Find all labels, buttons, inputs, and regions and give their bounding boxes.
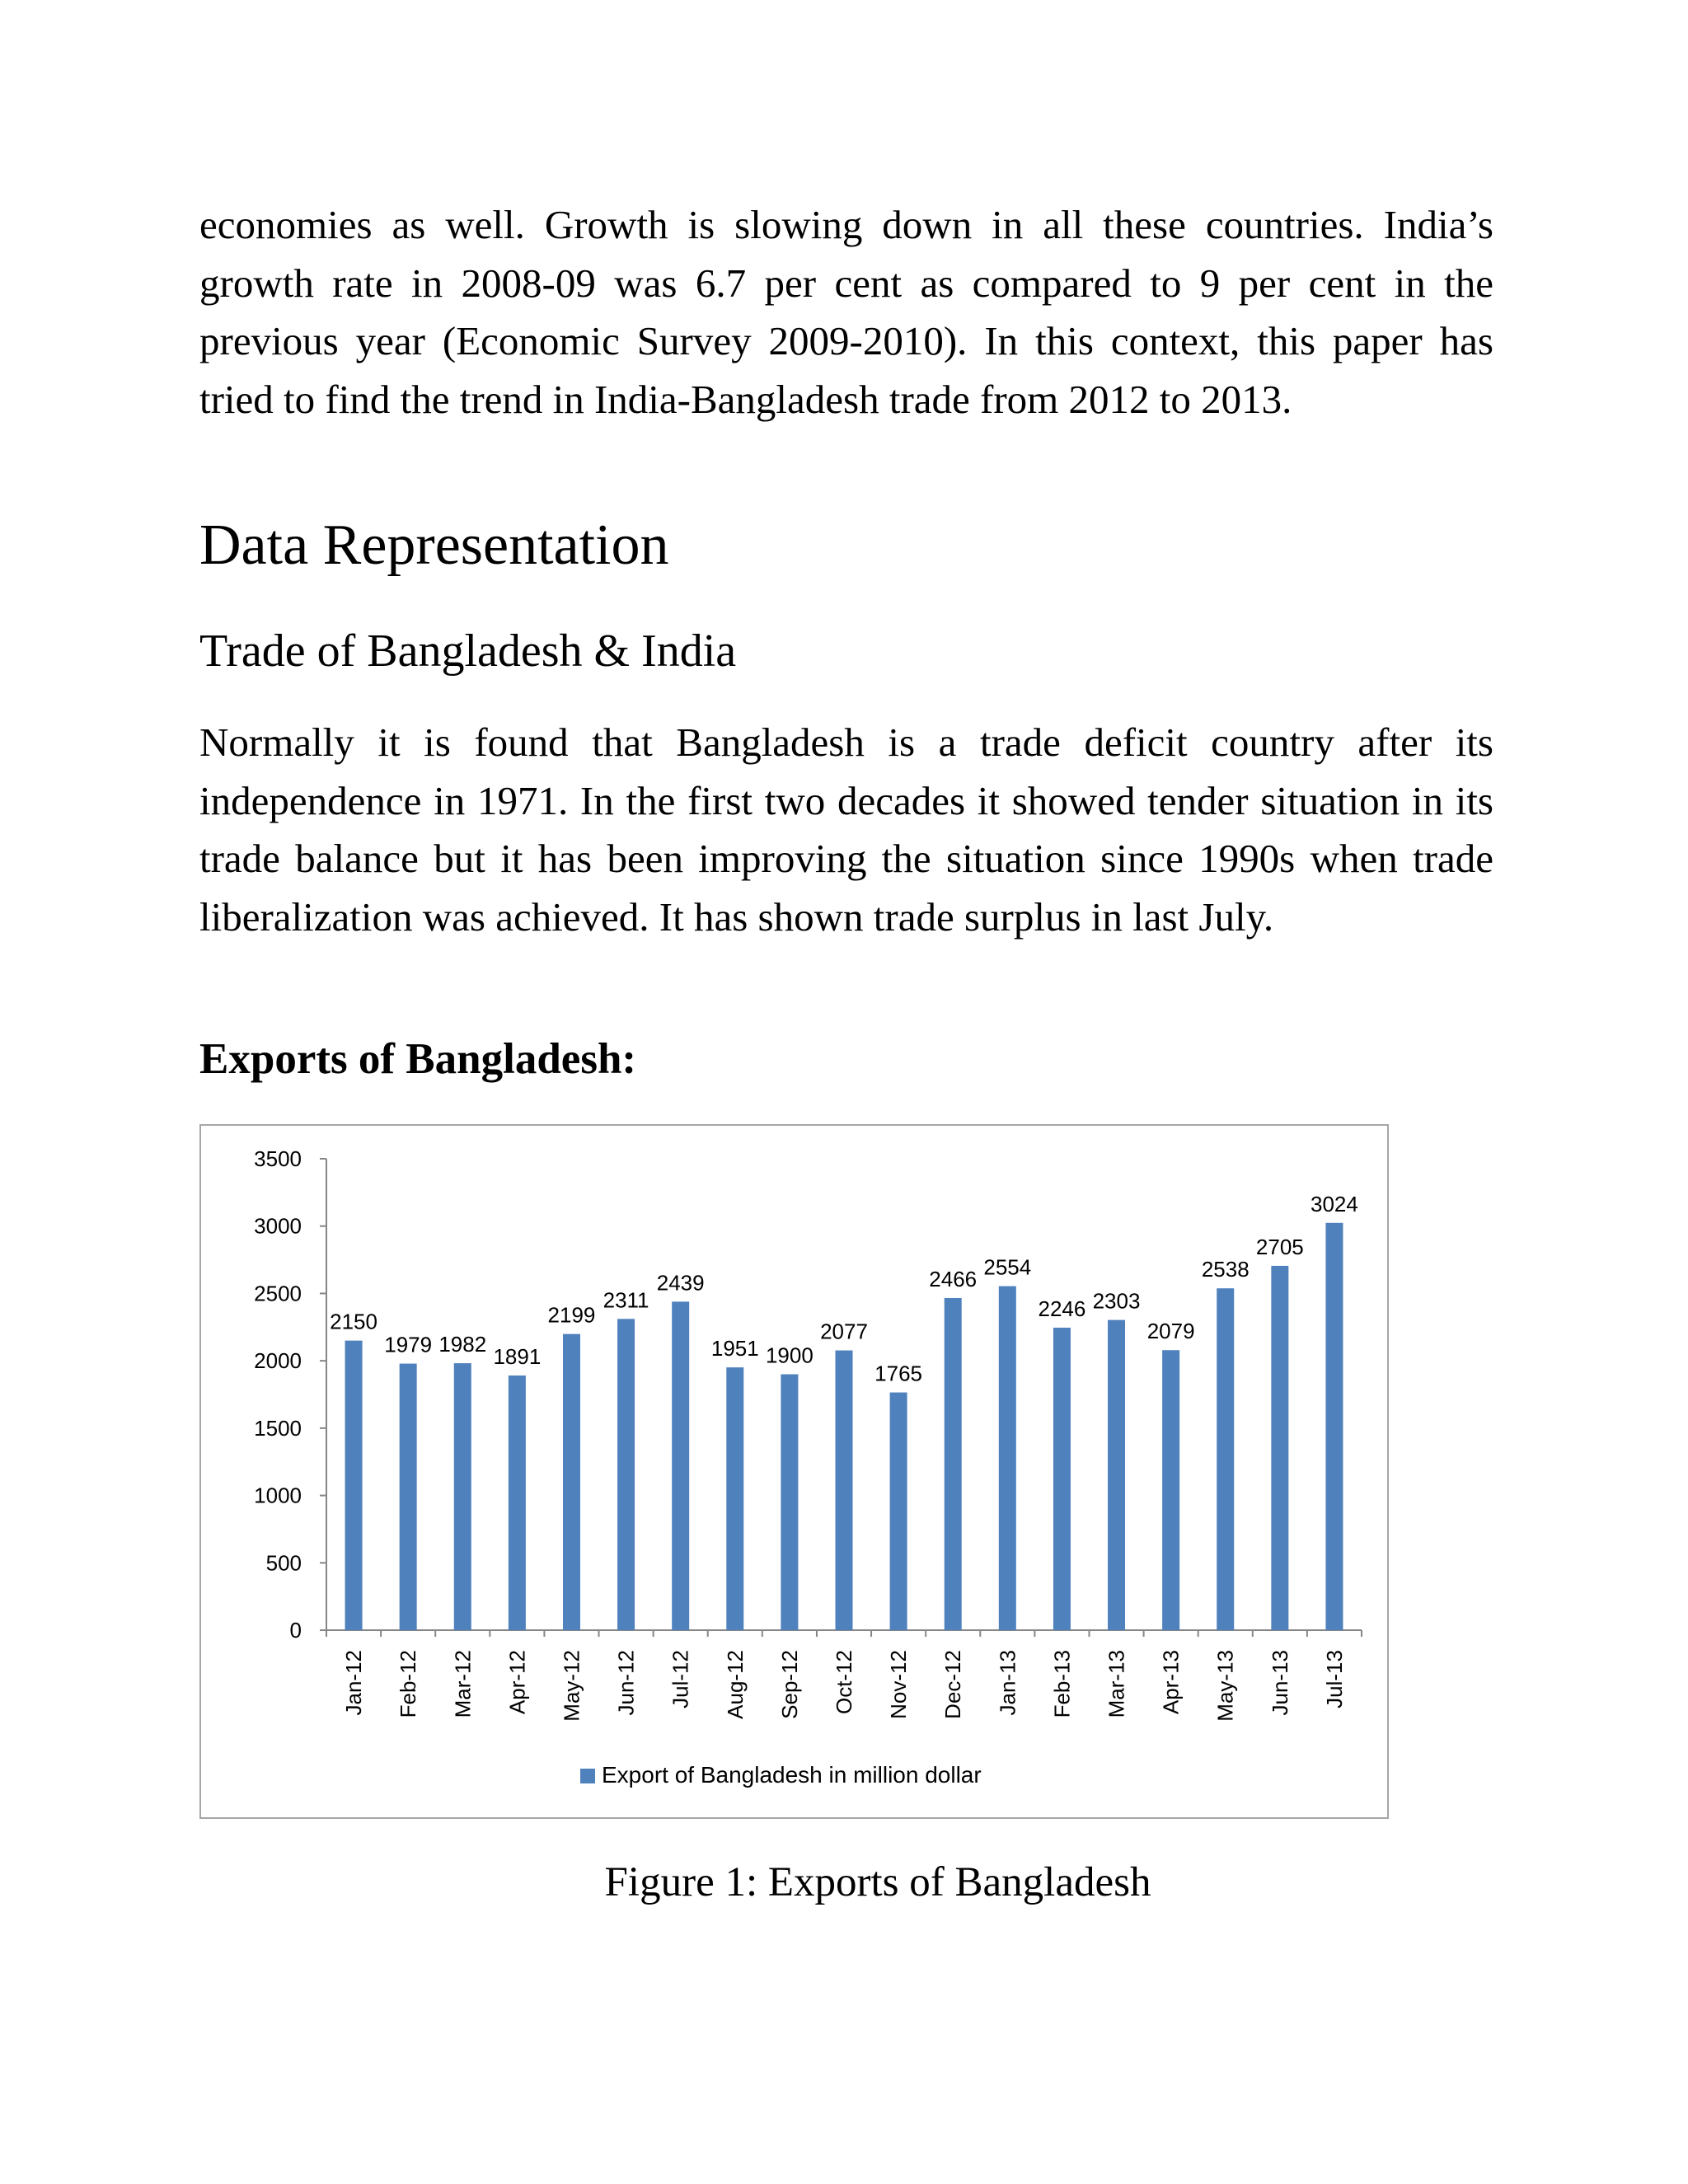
chart-svg [201, 1126, 1390, 1821]
x-tick-label: Jun-12 [613, 1650, 639, 1716]
x-tick-label: Apr-12 [504, 1650, 530, 1715]
data-label: 2439 [656, 1270, 705, 1296]
data-label: 2538 [1201, 1257, 1250, 1282]
x-tick-label: Dec-12 [940, 1650, 966, 1719]
x-tick-label: May-13 [1212, 1650, 1238, 1722]
data-label: 1982 [438, 1332, 487, 1357]
y-tick-label: 0 [289, 1618, 302, 1643]
data-label: 2199 [547, 1302, 596, 1328]
x-tick-label: Sep-12 [776, 1650, 802, 1719]
x-tick-label: Aug-12 [722, 1650, 748, 1719]
y-tick-label: 3000 [254, 1213, 302, 1239]
data-label: 2554 [983, 1254, 1032, 1280]
x-tick-label: Mar-13 [1104, 1650, 1129, 1718]
x-tick-label: Nov-12 [886, 1650, 912, 1719]
bar [726, 1367, 743, 1630]
x-tick-label: Oct-12 [832, 1650, 856, 1715]
data-label: 1979 [384, 1332, 433, 1357]
bar [1271, 1266, 1288, 1630]
data-label: 2466 [929, 1266, 978, 1291]
x-tick-label: Jul-12 [668, 1650, 693, 1708]
bar [400, 1364, 417, 1630]
x-tick-label: Jan-13 [995, 1650, 1020, 1716]
y-tick-label: 500 [265, 1550, 302, 1576]
data-label: 2079 [1146, 1319, 1195, 1344]
exports-chart [199, 1124, 1389, 1819]
data-label: 1765 [874, 1361, 923, 1386]
data-label: 2150 [330, 1309, 377, 1334]
x-tick-label: Jul-13 [1321, 1650, 1347, 1708]
y-tick-label: 3500 [254, 1146, 302, 1171]
bar [890, 1393, 907, 1630]
bar [563, 1334, 580, 1630]
x-tick-label: Apr-13 [1158, 1650, 1184, 1715]
data-label: 3024 [1311, 1191, 1358, 1216]
x-tick-label: May-12 [559, 1650, 584, 1722]
bar [454, 1363, 471, 1630]
bar [672, 1301, 689, 1630]
y-tick-label: 2000 [254, 1348, 302, 1374]
legend-label: Export of Bangladesh in million dollar [602, 1762, 982, 1788]
bar [1325, 1223, 1343, 1630]
figure-caption: Figure 1: Exports of Bangladesh [604, 1859, 1151, 1905]
data-label: 2705 [1255, 1234, 1304, 1259]
data-label: 2303 [1092, 1288, 1141, 1314]
bar [1162, 1350, 1179, 1630]
bar [836, 1351, 853, 1630]
x-tick-label: Mar-12 [450, 1650, 476, 1718]
bar [1217, 1288, 1234, 1630]
bar [999, 1286, 1016, 1630]
y-tick-label: 1000 [254, 1483, 302, 1508]
bar [509, 1376, 526, 1630]
y-tick-label: 2500 [254, 1281, 302, 1306]
bar [945, 1298, 962, 1630]
bar [1053, 1328, 1071, 1630]
body-paragraph-1: economies as well. Growth is slowing down in all these countries. India’s growth rate in 2008-09 was 6.7 per cent as compared to 9 per cent in the previous year (Economic Survey 2009-2010). In this context, this paper has tried to find the trend in India-Bangladesh trade from 2012 to 2013. [199, 202, 1493, 422]
x-tick-label: Jan-12 [341, 1650, 367, 1716]
x-tick-label: Feb-12 [396, 1650, 421, 1718]
y-tick-label: 1500 [254, 1415, 302, 1441]
legend-swatch [580, 1769, 595, 1783]
bar [1108, 1320, 1125, 1630]
data-label: 2246 [1038, 1296, 1086, 1321]
exports-heading: Exports of Bangladesh: [199, 1035, 637, 1083]
x-tick-label: Jun-13 [1267, 1650, 1292, 1716]
data-label: 2077 [820, 1319, 868, 1344]
x-tick-label: Feb-13 [1049, 1650, 1075, 1718]
section-heading: Data Representation [199, 513, 669, 577]
subsection-heading: Trade of Bangladesh & India [199, 626, 737, 677]
data-label: 1900 [765, 1343, 814, 1368]
body-paragraph-2: Normally it is found that Bangladesh is a trade deficit country after its independence in 1971. In the first two decades it showed tender situation in its trade balance but it has been improving the situation since 1990s when trade liberalization was achieved. It has shown trade surplus in last July. [199, 719, 1493, 940]
bar [781, 1374, 798, 1630]
data-label: 1951 [710, 1336, 759, 1361]
bar [617, 1319, 635, 1630]
data-label: 1891 [493, 1343, 542, 1369]
bar [345, 1341, 363, 1630]
data-label: 2311 [603, 1287, 649, 1313]
